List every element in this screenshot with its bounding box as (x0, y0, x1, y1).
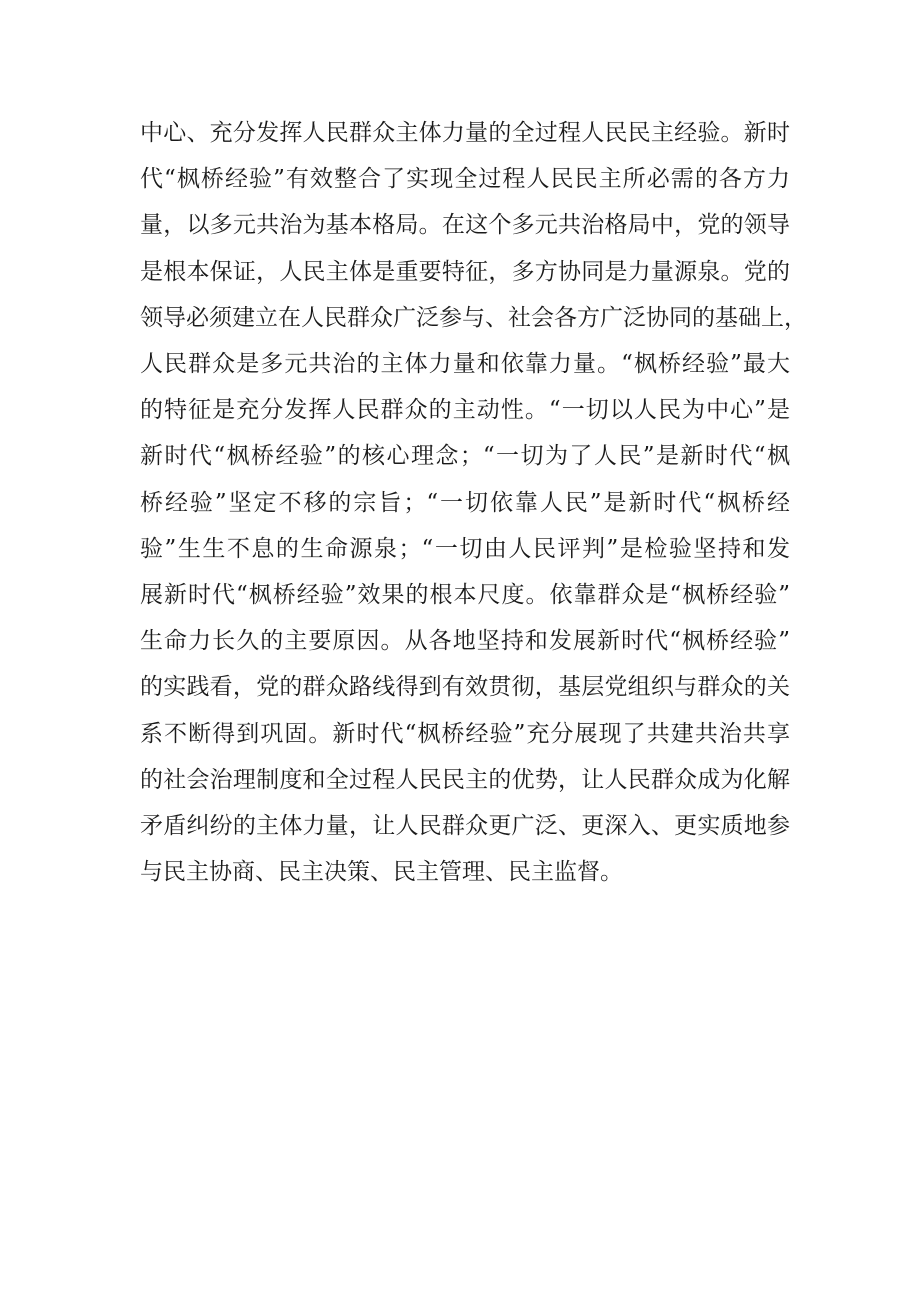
text-line: 的实践看，党的群众路线得到有效贯彻，基层党组织与群众的关 (140, 674, 790, 701)
text-line: 生命力长久的主要原因。从各地坚持和发展新时代“枫桥经验” (140, 628, 790, 655)
text-line: 展新时代“枫桥经验”效果的根本尺度。依靠群众是“枫桥经验” (140, 582, 790, 609)
text-line: 领导必须建立在人民群众广泛参与、社会各方广泛协同的基础上， (140, 304, 807, 331)
body-paragraph (140, 110, 807, 895)
text-line: 桥经验”坚定不移的宗旨；“一切依靠人民”是新时代“枫桥经 (140, 489, 790, 516)
text-line: 是根本保证，人民主体是重要特征，多方协同是力量源泉。党的 (140, 258, 790, 285)
text-line: 人民群众是多元共治的主体力量和依靠力量。“枫桥经验”最大 (140, 351, 790, 378)
text-line: 与民主协商、民主决策、民主管理、民主监督。 (140, 859, 623, 886)
text-line: 代“枫桥经验”有效整合了实现全过程人民民主所必需的各方力 (140, 166, 790, 193)
text-line: 中心、充分发挥人民群众主体力量的全过程人民民主经验。新时 (140, 120, 790, 146)
text-line: 的社会治理制度和全过程人民民主的优势，让人民群众成为化解 (140, 766, 790, 793)
text-line: 新时代“枫桥经验”的核心理念；“一切为了人民”是新时代“枫 (140, 443, 790, 470)
text-line: 量，以多元共治为基本格局。在这个多元共治格局中，党的领导 (140, 212, 790, 239)
text-line: 矛盾纠纷的主体力量，让人民群众更广泛、更深入、更实质地参 (140, 813, 790, 840)
text-line: 的特征是充分发挥人民群众的主动性。“一切以人民为中心”是 (140, 397, 790, 424)
text-line: 验”生生不息的生命源泉；“一切由人民评判”是检验坚持和发 (140, 535, 790, 562)
text-line: 系不断得到巩固。新时代“枫桥经验”充分展现了共建共治共享 (140, 720, 790, 747)
